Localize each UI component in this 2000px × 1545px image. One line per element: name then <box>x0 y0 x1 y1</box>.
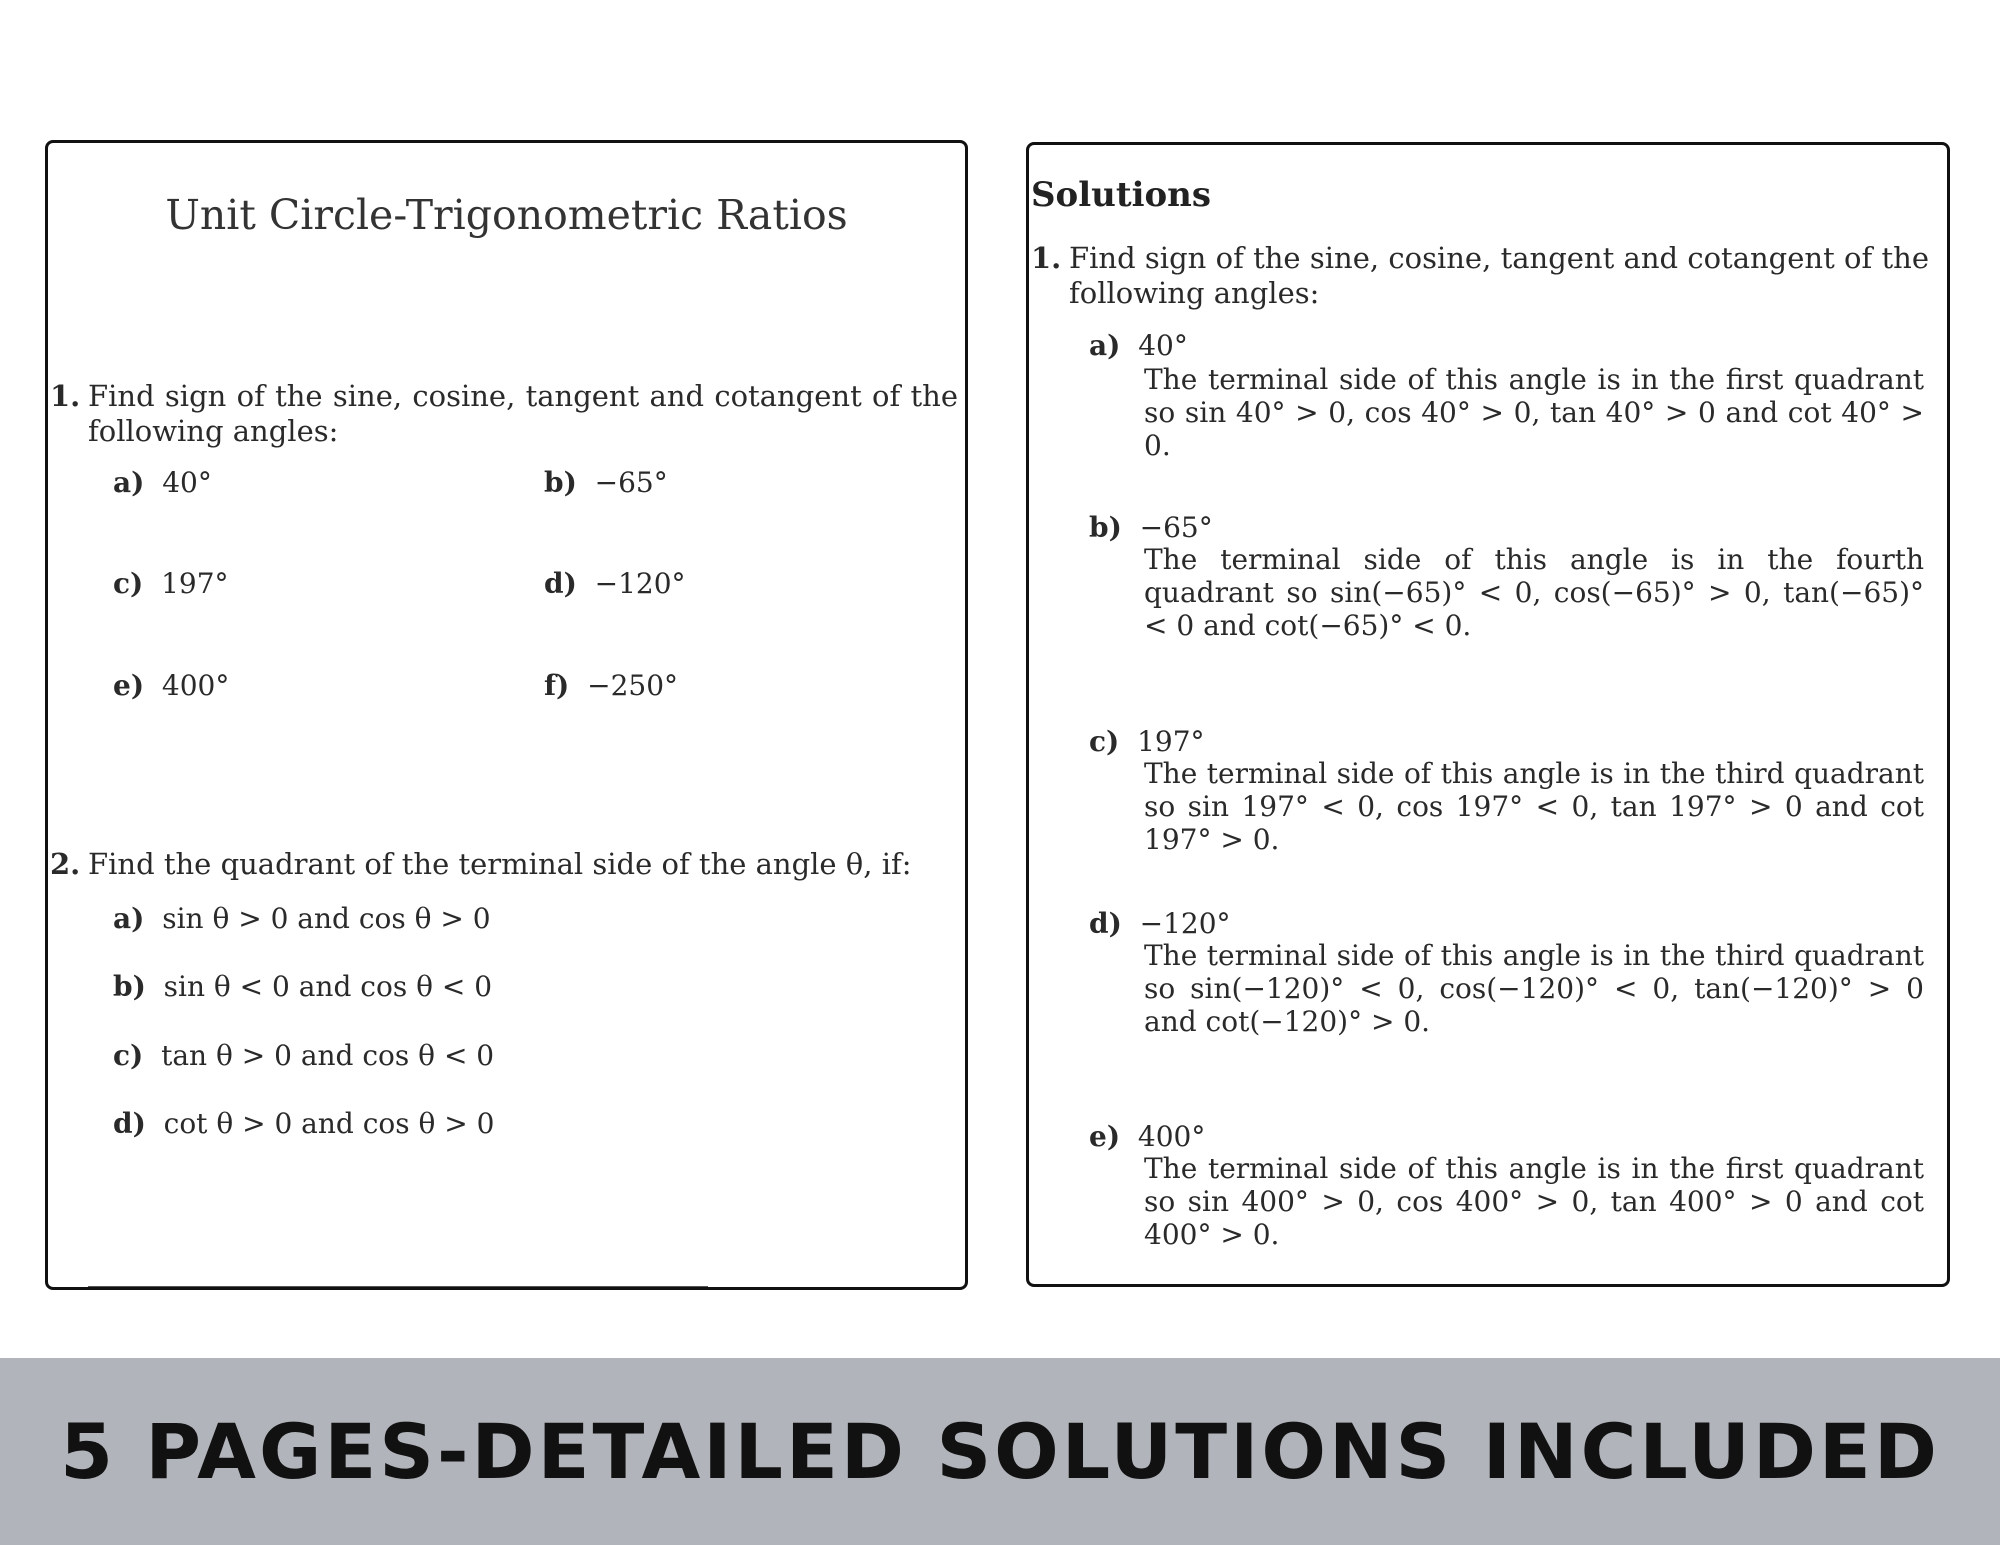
q1-item-a: a) 40° <box>113 466 212 499</box>
solution-a-header: a) 40° <box>1089 329 1188 362</box>
cut-off-text-line <box>88 1286 708 1289</box>
worksheet-title: Unit Circle-Trigonometric Ratios <box>165 191 848 239</box>
solution-c-header: c) 197° <box>1089 725 1205 758</box>
q1-item-c: c) 197° <box>113 567 229 600</box>
solutions-page <box>1026 142 1950 1287</box>
solutions-heading: Solutions <box>1031 175 1212 215</box>
solution-e-text: The terminal side of this angle is in the first quadrant so sin 400° > 0, cos 400° > 0, tan 400° > 0 and cot 400° > 0. <box>1144 1152 1924 1251</box>
solution-b-header: b) −65° <box>1089 511 1213 544</box>
question-1-text: Find sign of the sine, cosine, tangent and cotangent of the following angles: <box>88 379 958 448</box>
q1-item-b: b) −65° <box>544 466 668 499</box>
worksheet-page <box>45 140 968 1290</box>
q2-item-b: b) sin θ < 0 and cos θ < 0 <box>113 970 493 1003</box>
q2-item-a: a) sin θ > 0 and cos θ > 0 <box>113 902 491 935</box>
q1-item-e: e) 400° <box>113 669 230 702</box>
q2-item-d: d) cot θ > 0 and cos θ > 0 <box>113 1107 495 1140</box>
q1-item-f: f) −250° <box>544 669 679 702</box>
solution-a-text: The terminal side of this angle is in the first quadrant so sin 40° > 0, cos 40° > 0, tan 40° > 0 and cot 40° > 0. <box>1144 363 1924 462</box>
solution-e-header: e) 400° <box>1089 1120 1206 1153</box>
question-2-text: Find the quadrant of the terminal side of the angle θ, if: <box>88 847 912 881</box>
promo-banner <box>0 1358 2000 1545</box>
solution-c-text: The terminal side of this angle is in the third quadrant so sin 197° < 0, cos 197° < 0, tan 197° > 0 and cot 197° > 0. <box>1144 757 1924 856</box>
solution-d-text: The terminal side of this angle is in the third quadrant so sin(−120)° < 0, cos(−120)° < 0, tan(−120)° > 0 and cot(−120)° > 0. <box>1144 939 1924 1038</box>
question-1-number: 1. <box>50 379 81 413</box>
question-2-number: 2. <box>50 847 81 881</box>
solution-d-header: d) −120° <box>1089 907 1231 940</box>
q2-item-c: c) tan θ > 0 and cos θ < 0 <box>113 1039 495 1072</box>
solutions-question-number: 1. <box>1031 241 1062 275</box>
banner-text: 5 PAGES-DETAILED SOLUTIONS INCLUDED <box>60 1407 1940 1496</box>
solution-b-text: The terminal side of this angle is in the fourth quadrant so sin(−65)° < 0, cos(−65)° > 0, tan(−65)° < 0 and cot(−65)° < 0. <box>1144 543 1924 642</box>
q1-item-d: d) −120° <box>544 567 686 600</box>
solutions-question-text: Find sign of the sine, cosine, tangent and cotangent of the following angles: <box>1069 241 1929 310</box>
